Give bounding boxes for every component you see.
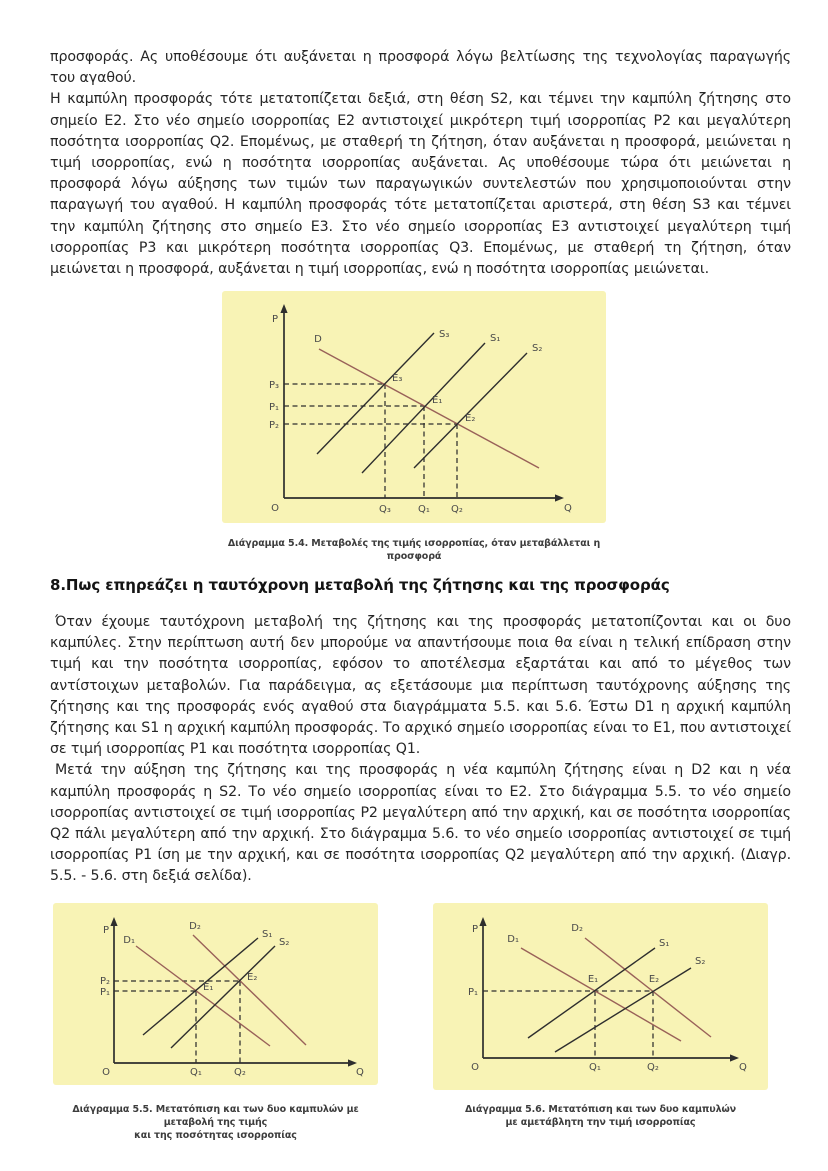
p1-label: P₁ xyxy=(99,987,110,998)
d1-label: D₁ xyxy=(123,935,135,946)
y-axis-arrow-icon xyxy=(479,917,486,926)
q1-label: Q₁ xyxy=(418,504,430,515)
origin-label: O xyxy=(471,1062,479,1073)
e2-label: E₂ xyxy=(465,413,476,424)
demand-curve xyxy=(319,349,539,468)
paragraph-block-top xyxy=(50,47,791,280)
s1-label: S₁ xyxy=(262,929,273,940)
origin-label: O xyxy=(271,503,279,514)
x-axis-arrow-icon xyxy=(730,1054,739,1061)
y-axis-label: P xyxy=(471,924,478,935)
paragraph: Η καμπύλη προσφοράς τότε μετατοπίζεται δεξιά, στη θέση S2, και τέμνει την καμπύλη ζήτησης στο σημείο E2. Στο νέο σημείο ισορροπίας E2 αντιστοιχεί μικρότερη τιμή ισορροπίας P2 και μεγαλύτερη ποσότητα ισορροπίας Q2. Επομένως, με σταθερή τη ζήτηση, όταν αυξάνεται η προσφορά, μειώνεται η τιμή ισορροπίας, ενώ η ποσότητα ισορροπίας αυξάνεται. Ας υποθέσουμε τώρα ότι μειώνεται η προσφορά λόγω αύξησης των τιμών των παραγωγικών συντελεστών που χρησιμοποιούνται στην παραγωγή του αγαθού. Η καμπύλη προσφοράς τότε μετατοπίζεται αριστερά, στη θέση S3 και τέμνει την καμπύλη ζήτησης στο σημείο E3. Στο νέο σημείο ισορροπίας E3 αντιστοιχεί μεγαλύτερη τιμή ισορροπίας P3 και μικρότερη ποσότητα ισορροπίας Q3. Επομένως, με σταθερή τη ζήτηση, όταν μειώνεται η προσφορά, αυξάνεται η τιμή ισορροπίας, ενώ η ποσότητα ισορροπίας μειώνεται. xyxy=(50,91,791,278)
paragraph: προσφοράς. Ας υποθέσουμε ότι αυξάνεται η προσφορά λόγω βελτίωσης της τεχνολογίας παραγωγής του αγαθού. xyxy=(50,49,791,87)
y-axis-arrow-icon xyxy=(280,304,287,313)
q2-label: Q₂ xyxy=(451,504,463,515)
figure-5-5-panel xyxy=(53,903,378,1085)
y-axis-label: P xyxy=(271,314,278,325)
e3-label: E₃ xyxy=(392,373,403,384)
d1-label: D₁ xyxy=(507,934,519,945)
supply-curve-s3 xyxy=(317,333,434,454)
s2-label: S₂ xyxy=(695,956,706,967)
q3-label: Q₃ xyxy=(379,504,391,515)
figure-5-6-caption xyxy=(433,1103,768,1129)
x-axis-arrow-icon xyxy=(555,494,564,501)
y-axis-arrow-icon xyxy=(110,917,117,926)
p2-label: P₂ xyxy=(99,976,110,987)
paragraph: Όταν έχουμε ταυτόχρονη μεταβολή της ζήτησης και της προσφοράς μετατοπίζονται και οι δυο καμπύλες. Στην περίπτωση αυτή δεν μπορούμε να απαντήσουμε ποια θα είναι η τελική επίδραση στην τιμή και την ποσότητα ισορροπίας, εφόσον το αποτέλεσμα εξαρτάται και από το μέγεθος των αντίστοιχων μεταβολών. Για παράδειγμα, ας εξετάσουμε μια περίπτωση ταυτόχρονης αύξησης της ζήτησης και της προσφοράς ενός αγαθού στα διαγράμματα 5.5. και 5.6. Έστω D1 η αρχική καμπύλη ζήτησης και S1 η αρχική καμπύλη προσφοράς. Το αρχικό σημείο ισορροπίας είναι το E1, που αντιστοιχεί σε τιμή ισορροπίας P1 και ποσότητα ισορροπίας Q1. xyxy=(50,614,791,758)
x-axis-label: Q xyxy=(564,503,572,514)
e1-label: E₁ xyxy=(587,974,599,985)
q2-label: Q₂ xyxy=(647,1062,659,1073)
caption-line: με αμετάβλητη την τιμή ισορροπίας xyxy=(505,1117,696,1128)
e1-label: E₁ xyxy=(203,982,214,993)
y-axis-label: P xyxy=(102,925,109,936)
figure-5-5-caption xyxy=(53,1103,378,1142)
e1-label: E₁ xyxy=(432,395,443,406)
paragraph: Μετά την αύξηση της ζήτησης και της προσφοράς η νέα καμπύλη ζήτησης είναι η D2 και η νέα καμπύλη προσφοράς η S2. Το νέο σημείο ισορροπίας είναι το E2. Στο διάγραμμα 5.5. το νέο σημείο ισορροπίας αντιστοιχεί σε τιμή ισορροπίας P2 μεγαλύτερη από την αρχική, και σε ποσότητα ισορροπίας Q2 πάλι μεγαλύτερη από την αρχική. Στο διάγραμμα 5.6. το νέο σημείο ισορροπίας αντιστοιχεί σε τιμή ισορροπίας P1 ίση με την αρχική, και σε ποσότητα ισορροπίας Q2 μεγαλύτερη από την αρχική. (Διαγρ. 5.5. - 5.6. στη δεξιά σελίδα). xyxy=(50,762,791,885)
e2-label: E₂ xyxy=(247,972,258,983)
supply-curve-s2 xyxy=(414,353,527,468)
s2-label: S₂ xyxy=(532,343,543,354)
caption-line: Διάγραμμα 5.6. Μετατόπιση και των δυο καμπυλών xyxy=(464,1104,737,1115)
s3-label: S₃ xyxy=(439,329,450,340)
s1-label: S₁ xyxy=(490,333,501,344)
caption-line: και της ποσότητας ισορροπίας xyxy=(134,1130,297,1141)
supply-shift-diagram xyxy=(222,291,606,523)
demand-label: D xyxy=(314,334,322,345)
section-heading: 8.Πως επηρεάζει η ταυτόχρονη μεταβολή της ζήτησης και της προσφοράς xyxy=(50,576,670,594)
p2-label: P₂ xyxy=(268,420,279,431)
demand-curve-d1 xyxy=(136,946,270,1046)
e2-label: E₂ xyxy=(648,974,660,985)
s1-label: S₁ xyxy=(659,938,670,949)
figure-5-6-panel xyxy=(433,903,768,1090)
x-axis-arrow-icon xyxy=(348,1059,357,1066)
origin-label: O xyxy=(102,1067,110,1078)
p1-label: P₁ xyxy=(268,402,279,413)
figure-5-4-caption: Διάγραμμα 5.4. Μεταβολές της τιμής ισορροπίας, όταν μεταβάλλεται η προσφορά xyxy=(227,538,601,562)
q1-label: Q₁ xyxy=(190,1067,202,1078)
paragraph-block-middle xyxy=(50,612,791,888)
d2-label: D₂ xyxy=(189,921,201,932)
p3-label: P₃ xyxy=(268,380,279,391)
s2-label: S₂ xyxy=(279,937,290,948)
x-axis-label: Q xyxy=(739,1062,747,1073)
figure-5-4-panel xyxy=(222,291,606,523)
q2-label: Q₂ xyxy=(234,1067,246,1078)
p1-label: P₁ xyxy=(467,987,478,998)
supply-curve-s1 xyxy=(528,948,655,1038)
supply-curve-s2 xyxy=(555,968,691,1052)
both-curves-shift-diagram xyxy=(53,903,378,1085)
q1-label: Q₁ xyxy=(589,1062,601,1073)
supply-curve-s1 xyxy=(143,938,258,1035)
supply-curve-s2 xyxy=(171,946,275,1048)
x-axis-label: Q xyxy=(356,1067,364,1078)
d2-label: D₂ xyxy=(571,923,583,934)
caption-line: Διάγραμμα 5.5. Μετατόπιση και των δυο καμπυλών με μεταβολή της τιμής xyxy=(72,1104,359,1128)
both-curves-shift-constant-price-diagram xyxy=(433,903,768,1090)
